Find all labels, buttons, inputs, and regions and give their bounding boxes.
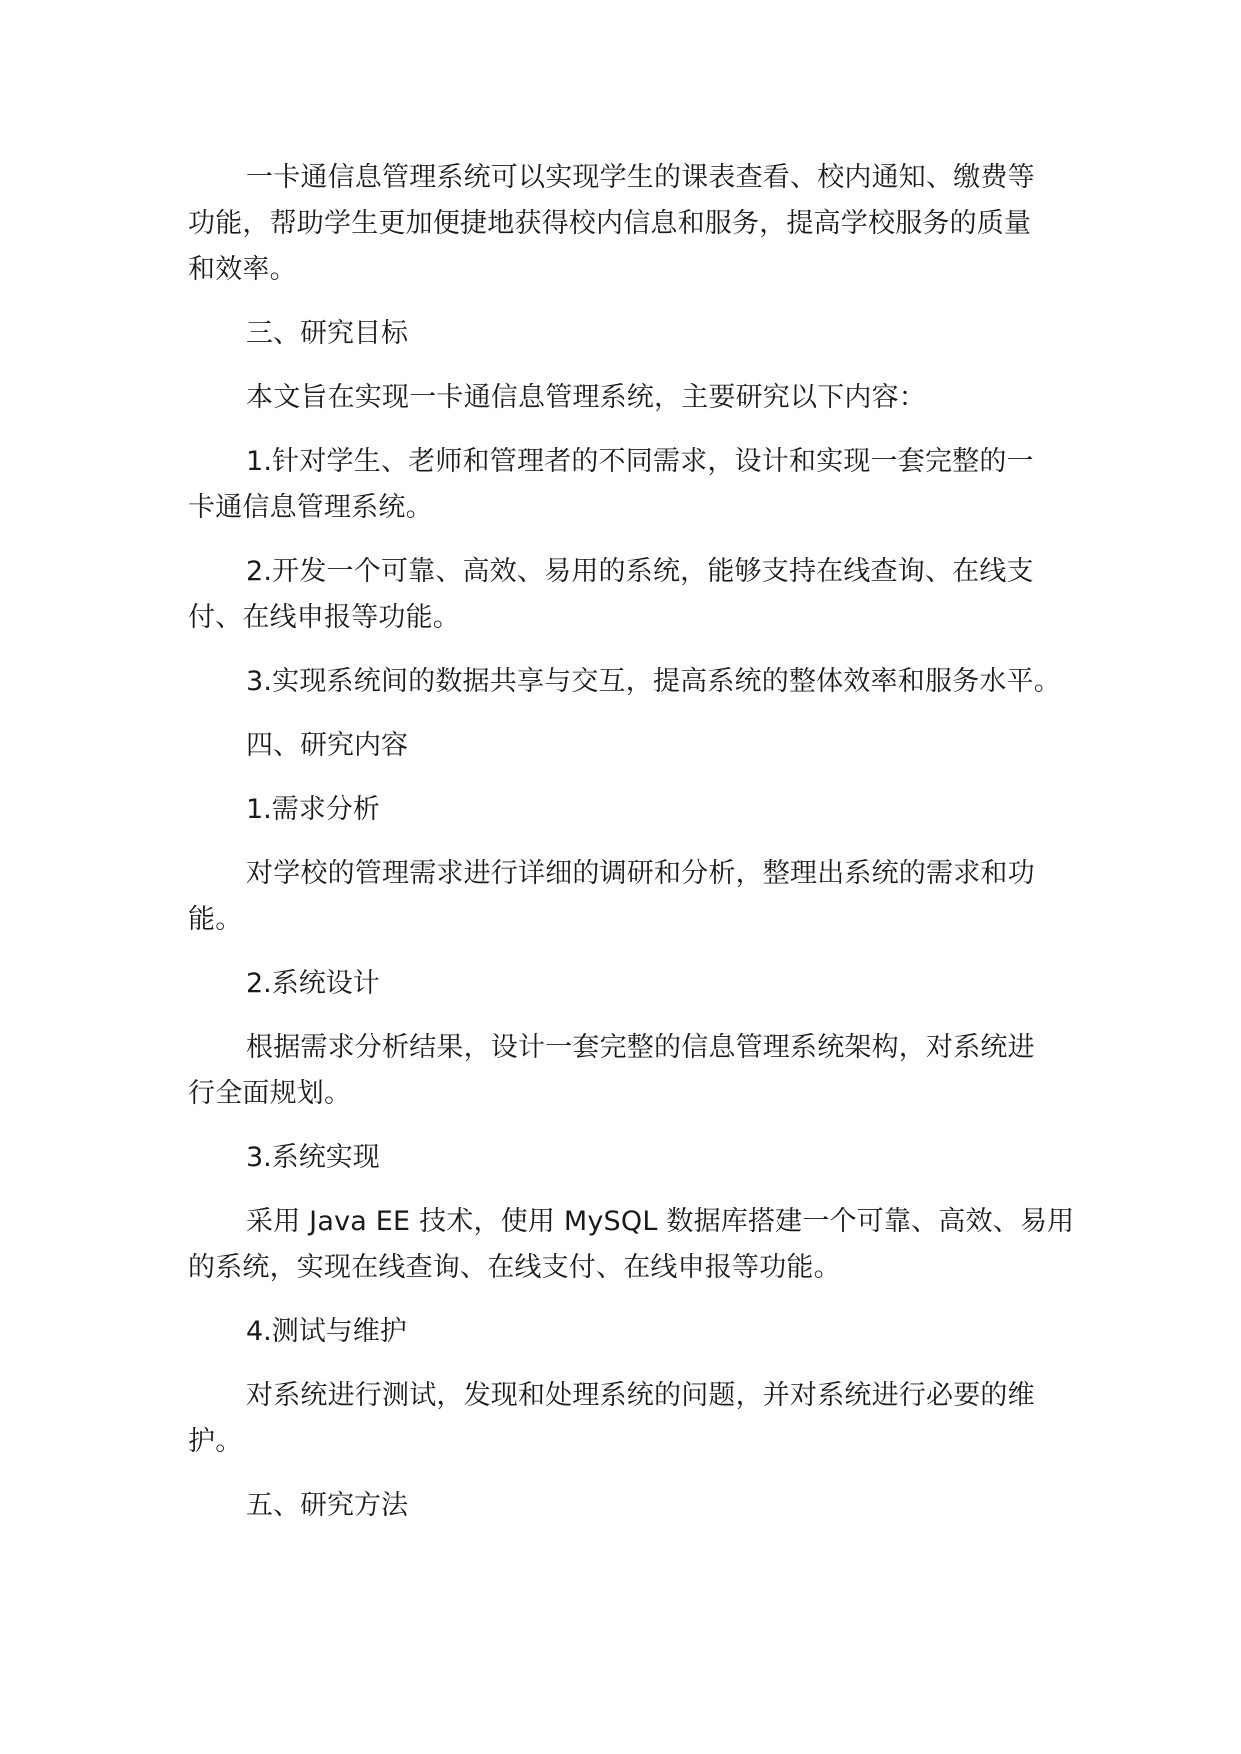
paragraph-testing-maintenance — [188, 1373, 1088, 1465]
paragraph-system-implementation — [188, 1199, 1088, 1291]
text-line: 根据需求分析结果，设计一套完整的信息管理系统架构，对系统进 — [246, 1032, 1035, 1063]
text-line: 的系统，实现在线查询、在线支付、在线申报等功能。 — [188, 1252, 841, 1283]
text-line: 卡通信息管理系统。 — [188, 492, 433, 523]
section-heading-research-methods: 五、研究方法 — [246, 1490, 408, 1521]
section-heading-research-goals: 三、研究目标 — [246, 318, 408, 349]
section-heading-research-content: 四、研究内容 — [246, 730, 408, 761]
text-line: 和效率。 — [188, 254, 297, 285]
text-line: 能。 — [188, 904, 243, 935]
text-line: 2.开发一个可靠、高效、易用的系统，能够支持在线查询、在线支 — [246, 556, 1034, 587]
paragraph-goal-3 — [188, 659, 1088, 705]
paragraph-goal-1 — [188, 439, 1088, 531]
text-line: 功能，帮助学生更加便捷地获得校内信息和服务，提高学校服务的质量 — [188, 208, 1032, 239]
paragraph-goals-intro — [188, 375, 1088, 421]
paragraph-intro-summary — [188, 155, 1088, 293]
paragraph-requirements-analysis — [188, 851, 1088, 943]
subheading-testing-maintenance: 4.测试与维护 — [246, 1316, 407, 1347]
text-line: 采用 Java EE 技术，使用 MySQL 数据库搭建一个可靠、高效、易用 — [246, 1206, 1075, 1237]
text-line: 行全面规划。 — [188, 1078, 352, 1109]
document-body — [188, 155, 1088, 1547]
text-line: 本文旨在实现一卡通信息管理系统，主要研究以下内容： — [246, 382, 926, 413]
text-line: 3.实现系统间的数据共享与交互，提高系统的整体效率和服务水平。 — [246, 666, 1061, 697]
text-line: 对学校的管理需求进行详细的调研和分析，整理出系统的需求和功 — [246, 858, 1035, 889]
subheading-requirements-analysis: 1.需求分析 — [246, 794, 380, 825]
text-line: 对系统进行测试，发现和处理系统的问题，并对系统进行必要的维 — [246, 1380, 1035, 1411]
paragraph-goal-2 — [188, 549, 1088, 641]
text-line: 1.针对学生、老师和管理者的不同需求，设计和实现一套完整的一 — [246, 446, 1034, 477]
subheading-system-implementation: 3.系统实现 — [246, 1142, 380, 1173]
text-line: 护。 — [188, 1426, 243, 1457]
text-line: 一卡通信息管理系统可以实现学生的课表查看、校内通知、缴费等 — [246, 162, 1035, 193]
paragraph-system-design — [188, 1025, 1088, 1117]
text-line: 付、在线申报等功能。 — [188, 602, 460, 633]
subheading-system-design: 2.系统设计 — [246, 968, 380, 999]
